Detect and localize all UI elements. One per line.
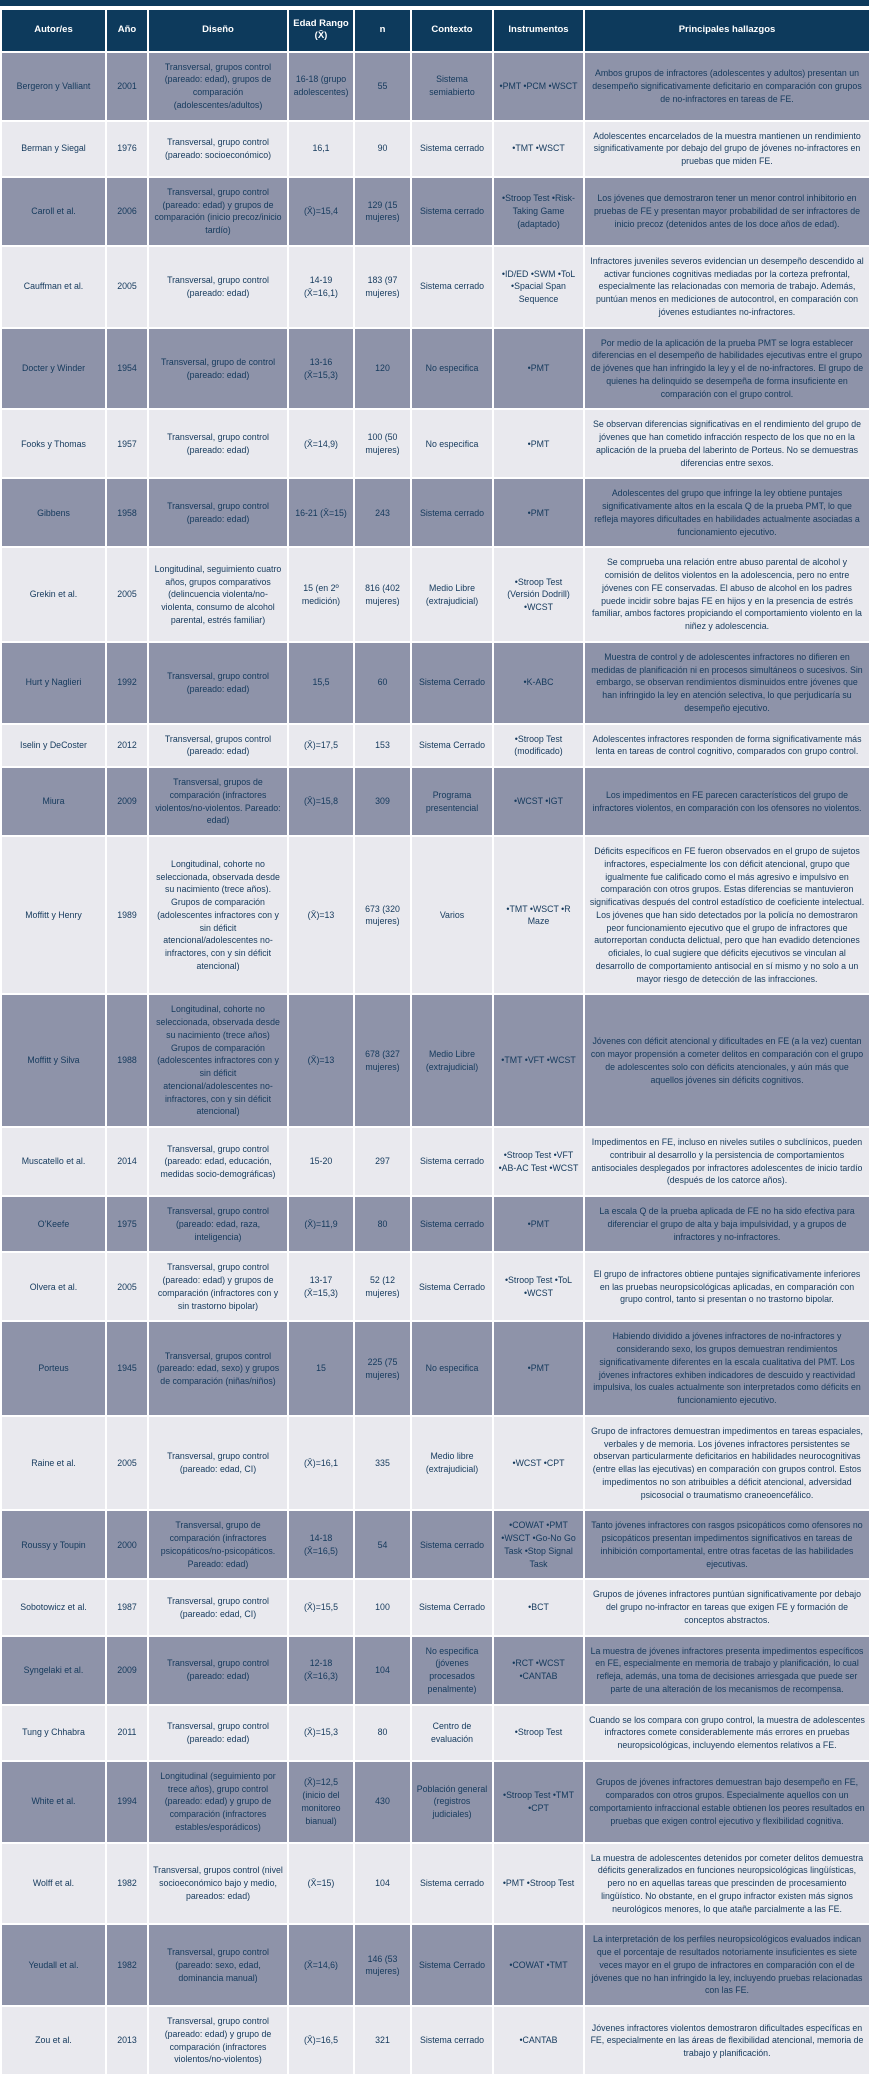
cell-n: 100 [354, 1579, 411, 1635]
table-row [1, 724, 869, 768]
cell-instrumentos: •CANTAB [493, 2006, 584, 2075]
cell-hallazgos: Déficits específicos en FE fueron observados en el grupo de sujetos infractores, especialmente los con déficit atencional, grupo que igualmente fue calificado como el más agresivo e impulsivo en comparación con otros grupos. Estas diferencias se mantuvieron significativas después del control estadístico de coeficiente intelectual. Los jóvenes que han sido detectados por la policía no demostraron peor funcionamiento ejecutivo que el grupo de infractores que autorreportan conducta delictual, pero que han evadido detenciones oficiales, lo cual sugiere que déficits ejecutivos se vinculan al desarrollo de comportamiento antisocial en sí mismo y no solo a un mayor riesgo de detección de las infracciones. [584, 836, 869, 994]
cell-n: 104 [354, 1636, 411, 1705]
cell-ano: 1957 [106, 409, 148, 478]
cell-autor: Bergeron y Valliant [1, 52, 106, 121]
cell-autor: White et al. [1, 1761, 106, 1843]
cell-contexto: Sistema cerrado [411, 1843, 493, 1925]
table-row [1, 1579, 869, 1635]
cell-hallazgos: Adolescentes del grupo que infringe la ley obtiene puntajes significativamente altos en la escala Q de la prueba PMT, lo que refleja mayores dificultades en habilidades actualmente asociadas a funcionamiento ejecutivo. [584, 478, 869, 547]
cell-hallazgos: Adolescentes encarcelados de la muestra mantienen un rendimiento significativamente por debajo del grupo de jóvenes no-infractores en pruebas que miden FE. [584, 121, 869, 177]
cell-hallazgos: Los jóvenes que demostraron tener un menor control inhibitorio en pruebas de FE y presentan mayor probabilidad de ser infractores de inicio precoz (detenidos antes de los doce años de edad). [584, 177, 869, 246]
cell-n: 321 [354, 2006, 411, 2075]
cell-diseno: Longitudinal, cohorte no seleccionada, observada desde su nacimiento (trece años). Grupos de comparación (adolescentes infractores con y sin déficit atencional/adolescentes no-infractores, con y sin déficit atencional) [148, 836, 288, 994]
cell-edad: (X̄=14,6) [288, 1924, 354, 2006]
cell-autor: Tung y Chhabra [1, 1705, 106, 1761]
cell-ano: 2009 [106, 1636, 148, 1705]
cell-diseno: Transversal, grupos control (pareado: edad), grupos de comparación (adolescentes/adultos) [148, 52, 288, 121]
cell-hallazgos: Ambos grupos de infractores (adolescentes y adultos) presentan un desempeño significativamente deficitario en comparación con grupos de no-infractores en tareas de FE. [584, 52, 869, 121]
header-contexto: Contexto [411, 9, 493, 52]
cell-diseno: Transversal, grupo control (pareado: edad) [148, 642, 288, 724]
cell-autor: Berman y Siegal [1, 121, 106, 177]
table-row [1, 547, 869, 642]
cell-diseno: Transversal, grupos control (nivel socioeconómico bajo y medio, pareados: edad) [148, 1843, 288, 1925]
cell-autor: Moffitt y Silva [1, 994, 106, 1127]
cell-diseno: Longitudinal, cohorte no seleccionada, observada desde su nacimiento (trece años) Grupos de comparación (adolescentes infractores con y sin déficit atencional/adolescentes no-infractores, con y sin déficit atencional) [148, 994, 288, 1127]
cell-instrumentos: •TMT •VFT •WCST [493, 994, 584, 1127]
cell-contexto: Medio libre (extrajudicial) [411, 1416, 493, 1511]
cell-contexto: Sistema Cerrado [411, 1924, 493, 2006]
table-row [1, 121, 869, 177]
cell-autor: Docter y Winder [1, 328, 106, 410]
table-row [1, 177, 869, 246]
cell-instrumentos: •K-ABC [493, 642, 584, 724]
cell-edad: (X̄)=16,1 [288, 1416, 354, 1511]
cell-ano: 2005 [106, 1416, 148, 1511]
cell-n: 60 [354, 642, 411, 724]
cell-ano: 2009 [106, 767, 148, 836]
cell-diseno: Transversal, grupo control (pareado: edad, CI) [148, 1416, 288, 1511]
cell-autor: Hurt y Naglieri [1, 642, 106, 724]
cell-contexto: Programa presentencial [411, 767, 493, 836]
cell-edad: (X̄)=15,4 [288, 177, 354, 246]
cell-autor: Wolff et al. [1, 1843, 106, 1925]
cell-instrumentos: •COWAT •TMT [493, 1924, 584, 2006]
cell-ano: 1976 [106, 121, 148, 177]
cell-diseno: Transversal, grupo control (pareado: edad) y grupos de comparación (inicio precoz/inicio tardío) [148, 177, 288, 246]
cell-n: 104 [354, 1843, 411, 1925]
cell-edad: (X̄)=16,5 [288, 2006, 354, 2075]
cell-contexto: Sistema cerrado [411, 1127, 493, 1196]
table-row [1, 1924, 869, 2006]
table-row [1, 246, 869, 328]
cell-instrumentos: •ID/ED •SWM •ToL •Spacial Span Sequence [493, 246, 584, 328]
cell-contexto: Medio Libre (extrajudicial) [411, 547, 493, 642]
cell-diseno: Transversal, grupos control (pareado: edad, sexo) y grupos de comparación (niñas/niños) [148, 1321, 288, 1416]
cell-autor: Fooks y Thomas [1, 409, 106, 478]
cell-n: 309 [354, 767, 411, 836]
cell-instrumentos: •Stroop Test (Versión Dodrill) •WCST [493, 547, 584, 642]
cell-contexto: Sistema cerrado [411, 2006, 493, 2075]
cell-ano: 1982 [106, 1924, 148, 2006]
cell-ano: 1988 [106, 994, 148, 1127]
cell-contexto: Sistema cerrado [411, 1196, 493, 1252]
cell-edad: (X̄)=13 [288, 994, 354, 1127]
cell-ano: 2005 [106, 1252, 148, 1321]
studies-table [0, 8, 869, 2076]
cell-ano: 1958 [106, 478, 148, 547]
cell-autor: Yeudall et al. [1, 1924, 106, 2006]
cell-hallazgos: Los impedimentos en FE parecen característicos del grupo de infractores violentos, en comparación con los ofensores no violentos. [584, 767, 869, 836]
cell-n: 183 (97 mujeres) [354, 246, 411, 328]
cell-diseno: Transversal, grupo control (pareado: edad) [148, 1705, 288, 1761]
cell-n: 100 (50 mujeres) [354, 409, 411, 478]
cell-autor: Raine et al. [1, 1416, 106, 1511]
table-row [1, 1843, 869, 1925]
cell-contexto: No especifica [411, 409, 493, 478]
cell-contexto: Sistema Cerrado [411, 1579, 493, 1635]
cell-hallazgos: La muestra de adolescentes detenidos por cometer delitos demuestra déficits generalizados en funciones neuropsicológicas lingüísticas, pero no en aquellas tareas que prescinden de procesamiento lingüístico. No obstante, en el grupo infractor existen más signos neurológicos menores, lo que atañe parcialmente a las FE. [584, 1843, 869, 1925]
cell-instrumentos: •COWAT •PMT •WSCT •Go-No Go Task •Stop Signal Task [493, 1510, 584, 1579]
cell-ano: 1994 [106, 1761, 148, 1843]
cell-n: 816 (402 mujeres) [354, 547, 411, 642]
table-row [1, 836, 869, 994]
cell-diseno: Transversal, grupo control (pareado: sexo, edad, dominancia manual) [148, 1924, 288, 2006]
cell-contexto: No especifica (jóvenes procesados penalmente) [411, 1636, 493, 1705]
cell-n: 80 [354, 1705, 411, 1761]
cell-diseno: Transversal, grupo control (pareado: edad) [148, 409, 288, 478]
cell-ano: 1954 [106, 328, 148, 410]
cell-edad: (X̄)=13 [288, 836, 354, 994]
cell-diseno: Longitudinal (seguimiento por trece años), grupo control (pareado: edad) y grupo de comparación (infractores estables/esporádicos) [148, 1761, 288, 1843]
cell-hallazgos: Grupos de jóvenes infractores puntúan significativamente por debajo del grupo no-infractor en tareas que exigen FE y formación de conceptos abstractos. [584, 1579, 869, 1635]
cell-hallazgos: Cuando se los compara con grupo control, la muestra de adolescentes infractores comete considerablemente más errores en pruebas neuropsicológicas, incluyendo elementos relativos a FE. [584, 1705, 869, 1761]
cell-contexto: Sistema Cerrado [411, 724, 493, 768]
cell-edad: 15,5 [288, 642, 354, 724]
cell-contexto: Sistema Cerrado [411, 642, 493, 724]
cell-n: 243 [354, 478, 411, 547]
table-row [1, 642, 869, 724]
cell-contexto: Medio Libre (extrajudicial) [411, 994, 493, 1127]
cell-autor: Miura [1, 767, 106, 836]
cell-n: 54 [354, 1510, 411, 1579]
cell-ano: 2013 [106, 2006, 148, 2075]
cell-contexto: Centro de evaluación [411, 1705, 493, 1761]
cell-autor: Roussy y Toupin [1, 1510, 106, 1579]
study-table-body [1, 52, 869, 2076]
cell-ano: 2000 [106, 1510, 148, 1579]
table-row [1, 1416, 869, 1511]
cell-ano: 1987 [106, 1579, 148, 1635]
cell-instrumentos: •TMT •WSCT [493, 121, 584, 177]
cell-n: 297 [354, 1127, 411, 1196]
header-instrumentos: Instrumentos [493, 9, 584, 52]
cell-autor: Gibbens [1, 478, 106, 547]
table-row [1, 767, 869, 836]
cell-edad: 16,1 [288, 121, 354, 177]
table-row [1, 2006, 869, 2075]
cell-edad: 16-18 (grupo adolescentes) [288, 52, 354, 121]
table-row [1, 328, 869, 410]
cell-instrumentos: •Stroop Test •Risk-Taking Game (adaptado) [493, 177, 584, 246]
cell-contexto: Sistema cerrado [411, 177, 493, 246]
cell-edad: (X̄)=15,3 [288, 1705, 354, 1761]
header-diseno: Diseño [148, 9, 288, 52]
cell-n: 430 [354, 1761, 411, 1843]
cell-instrumentos: •WCST •CPT [493, 1416, 584, 1511]
cell-autor: Grekin et al. [1, 547, 106, 642]
header-n: n [354, 9, 411, 52]
table-row [1, 1636, 869, 1705]
cell-autor: Iselin y DeCoster [1, 724, 106, 768]
cell-autor: Syngelaki et al. [1, 1636, 106, 1705]
header-row [1, 9, 869, 52]
cell-edad: 15 [288, 1321, 354, 1416]
cell-edad: (X̄)=17,5 [288, 724, 354, 768]
cell-n: 225 (75 mujeres) [354, 1321, 411, 1416]
cell-diseno: Transversal, grupo control (pareado: edad, raza, inteligencia) [148, 1196, 288, 1252]
cell-ano: 1992 [106, 642, 148, 724]
cell-hallazgos: Tanto jóvenes infractores con rasgos psicopáticos como ofensores no psicopáticos presentan impedimentos significativos en tareas de inhibición comportamental, entre otras facetas de las habilidades ejecutivas. [584, 1510, 869, 1579]
header-autor: Autor/es [1, 9, 106, 52]
header-edad: Edad Rango (X̄) [288, 9, 354, 52]
cell-contexto: Sistema cerrado [411, 246, 493, 328]
cell-contexto: Sistema cerrado [411, 121, 493, 177]
cell-diseno: Transversal, grupo control (pareado: edad) y grupos de comparación (infractores con y sin trastorno bipolar) [148, 1252, 288, 1321]
cell-instrumentos: •Stroop Test (modificado) [493, 724, 584, 768]
cell-edad: (X̄)=11,9 [288, 1196, 354, 1252]
cell-instrumentos: •WCST •IGT [493, 767, 584, 836]
cell-n: 80 [354, 1196, 411, 1252]
cell-edad: (X̄)=15,8 [288, 767, 354, 836]
cell-ano: 1989 [106, 836, 148, 994]
cell-hallazgos: Se comprueba una relación entre abuso parental de alcohol y comisión de delitos violentos en la adolescencia, pero no entre jóvenes con FE conservadas. El abuso de alcohol en los padres puede incidir sobre bajas FE en hijos y en la presencia de estrés familiar, ambos factores propiciando el comportamiento violento en la niñez y adolescencia. [584, 547, 869, 642]
cell-instrumentos: •PMT •Stroop Test [493, 1843, 584, 1925]
cell-n: 673 (320 mujeres) [354, 836, 411, 994]
header-hallazgos: Principales hallazgos [584, 9, 869, 52]
cell-edad: 15-20 [288, 1127, 354, 1196]
table-row [1, 478, 869, 547]
cell-diseno: Transversal, grupo de control (pareado: edad) [148, 328, 288, 410]
cell-contexto: Sistema cerrado [411, 478, 493, 547]
table-header [1, 9, 869, 52]
cell-n: 153 [354, 724, 411, 768]
cell-diseno: Longitudinal, seguimiento cuatro años, grupos comparativos (delincuencia violenta/no-violenta, consumo de alcohol parental, estrés familiar) [148, 547, 288, 642]
cell-ano: 2001 [106, 52, 148, 121]
cell-edad: 15 (en 2º medición) [288, 547, 354, 642]
cell-ano: 2005 [106, 547, 148, 642]
cell-contexto: Varios [411, 836, 493, 994]
cell-diseno: Transversal, grupo control (pareado: edad) [148, 246, 288, 328]
cell-hallazgos: La escala Q de la prueba aplicada de FE no ha sido efectiva para diferenciar el grupo de alta y baja impulsividad, y a grupos de infractores y no-infractores. [584, 1196, 869, 1252]
cell-contexto: No especifica [411, 1321, 493, 1416]
cell-ano: 2006 [106, 177, 148, 246]
cell-diseno: Transversal, grupos control (pareado: edad) [148, 724, 288, 768]
table-row [1, 1252, 869, 1321]
cell-ano: 2005 [106, 246, 148, 328]
cell-instrumentos: •Stroop Test [493, 1705, 584, 1761]
cell-n: 335 [354, 1416, 411, 1511]
cell-diseno: Transversal, grupo control (pareado: edad) y grupo de comparación (infractores violentos/no-violentos) [148, 2006, 288, 2075]
cell-diseno: Transversal, grupos de comparación (infractores violentos/no-violentos. Pareado: edad) [148, 767, 288, 836]
cell-hallazgos: Adolescentes infractores responden de forma significativamente más lenta en tareas de control cognitivo, comparados con grupo control. [584, 724, 869, 768]
cell-instrumentos: •PMT [493, 1321, 584, 1416]
table-row [1, 1510, 869, 1579]
cell-autor: Olvera et al. [1, 1252, 106, 1321]
cell-contexto: Sistema semiabierto [411, 52, 493, 121]
cell-autor: O'Keefe [1, 1196, 106, 1252]
table-row [1, 1196, 869, 1252]
cell-ano: 1945 [106, 1321, 148, 1416]
cell-edad: 12-18 (X̄=16,3) [288, 1636, 354, 1705]
cell-n: 90 [354, 121, 411, 177]
cell-contexto: Sistema Cerrado [411, 1252, 493, 1321]
cell-n: 129 (15 mujeres) [354, 177, 411, 246]
cell-autor: Cauffman et al. [1, 246, 106, 328]
cell-diseno: Transversal, grupo control (pareado: socioeconómico) [148, 121, 288, 177]
cell-diseno: Transversal, grupo control (pareado: edad) [148, 478, 288, 547]
cell-ano: 2012 [106, 724, 148, 768]
cell-edad: 16-21 (X̄=15) [288, 478, 354, 547]
cell-instrumentos: •PMT [493, 409, 584, 478]
table-row [1, 409, 869, 478]
cell-instrumentos: •Stroop Test •VFT •AB-AC Test •WCST [493, 1127, 584, 1196]
cell-diseno: Transversal, grupo control (pareado: edad, CI) [148, 1579, 288, 1635]
cell-hallazgos: Grupo de infractores demuestran impedimentos en tareas espaciales, verbales y de memoria. Los jóvenes infractores persistentes se observan particularmente deficitarios en habilidades neurocognitivas (entre ellas las ejecutivas) en comparación con grupos control. Estos impedimentos no son atribuibles a déficit atencional, adversidad psicosocial o traumatismo craneoencefálico. [584, 1416, 869, 1511]
cell-edad: 13-16 (X̄=15,3) [288, 328, 354, 410]
cell-ano: 1982 [106, 1843, 148, 1925]
cell-autor: Caroll et al. [1, 177, 106, 246]
cell-contexto: No especifica [411, 328, 493, 410]
cell-ano: 2014 [106, 1127, 148, 1196]
cell-hallazgos: Jóvenes infractores violentos demostraron dificultades específicas en FE, especialmente en las áreas de flexibilidad atencional, memoria de trabajo y planificación. [584, 2006, 869, 2075]
cell-instrumentos: •PMT [493, 1196, 584, 1252]
cell-instrumentos: •Stroop Test •ToL •WCST [493, 1252, 584, 1321]
cell-hallazgos: Jóvenes con déficit atencional y dificultades en FE (a la vez) cuentan con mayor propensión a cometer delitos en comparación con el grupo de adolescentes solo con déficits atencionales, y aún más que aquellos jóvenes sin déficits cognitivos. [584, 994, 869, 1127]
cell-edad: (X̄)=12,5 (inicio del monitoreo bianual) [288, 1761, 354, 1843]
cell-contexto: Población general (registros judiciales) [411, 1761, 493, 1843]
cell-contexto: Sistema cerrado [411, 1510, 493, 1579]
table-row [1, 1705, 869, 1761]
cell-autor: Sobotowicz et al. [1, 1579, 106, 1635]
cell-autor: Zou et al. [1, 2006, 106, 2075]
cell-hallazgos: El grupo de infractores obtiene puntajes significativamente inferiores en las pruebas neuropsicológicas aplicadas, en comparación con grupo control, tanto si presentan o no trastorno bipolar. [584, 1252, 869, 1321]
table-row [1, 1761, 869, 1843]
cell-diseno: Transversal, grupo control (pareado: edad) [148, 1636, 288, 1705]
cell-instrumentos: •TMT •WSCT •R Maze [493, 836, 584, 994]
cell-diseno: Transversal, grupo de comparación (infractores psicopáticos/no-psicopáticos. Pareado: edad) [148, 1510, 288, 1579]
cell-n: 55 [354, 52, 411, 121]
cell-hallazgos: Impedimentos en FE, incluso en niveles sutiles o subclínicos, pueden contribuir al desarrollo y la persistencia de comportamientos antisociales desplegados por infractores adolescentes de inicio tardío (después de los catorce años). [584, 1127, 869, 1196]
cell-edad: (X̄=15) [288, 1843, 354, 1925]
cell-hallazgos: Infractores juveniles severos evidencian un desempeño descendido al activar funciones cognitivas mediadas por la corteza prefrontal, especialmente las relacionadas con memoria de trabajo. Además, puntúan menos en mediciones de autocontrol, en comparación con jóvenes estudiantes no-infractores. [584, 246, 869, 328]
cell-autor: Porteus [1, 1321, 106, 1416]
table-top-rule [0, 0, 869, 6]
cell-n: 678 (327 mujeres) [354, 994, 411, 1127]
cell-diseno: Transversal, grupo control (pareado: edad, educación, medidas socio-demográficas) [148, 1127, 288, 1196]
cell-instrumentos: •PMT •PCM •WSCT [493, 52, 584, 121]
cell-edad: 14-18 (X̄=16,5) [288, 1510, 354, 1579]
cell-ano: 1975 [106, 1196, 148, 1252]
cell-autor: Muscatello et al. [1, 1127, 106, 1196]
cell-n: 146 (53 mujeres) [354, 1924, 411, 2006]
cell-ano: 2011 [106, 1705, 148, 1761]
table-row [1, 52, 869, 121]
cell-instrumentos: •BCT [493, 1579, 584, 1635]
cell-hallazgos: Muestra de control y de adolescentes infractores no difieren en medidas de planificación ni en procesos simultáneos o sucesivos. Sin embargo, se observan rendimientos disminuidos entre jóvenes que han infringido la ley en atención selectiva, lo que perjudicaría su desempeño ejecutivo. [584, 642, 869, 724]
table-row [1, 994, 869, 1127]
cell-instrumentos: •Stroop Test •TMT •CPT [493, 1761, 584, 1843]
cell-edad: (X̄=14,9) [288, 409, 354, 478]
cell-n: 52 (12 mujeres) [354, 1252, 411, 1321]
table-row [1, 1321, 869, 1416]
cell-hallazgos: Se observan diferencias significativas en el rendimiento del grupo de jóvenes que han cometido infracción respecto de los que no en la aplicación de la prueba del laberinto de Porteus. No se demuestras diferencias entre sexos. [584, 409, 869, 478]
cell-autor: Moffitt y Henry [1, 836, 106, 994]
cell-instrumentos: •RCT •WCST •CANTAB [493, 1636, 584, 1705]
header-ano: Año [106, 9, 148, 52]
cell-hallazgos: Por medio de la aplicación de la prueba PMT se logra establecer diferencias en el desempeño de habilidades ejecutivas entre el grupo de jóvenes que han infringido la ley y el de no-infractores. El grupo de quienes ha delinquido se desempeña de forma insuficiente en comparación con el grupo control. [584, 328, 869, 410]
cell-edad: (X̄)=15,5 [288, 1579, 354, 1635]
cell-hallazgos: La muestra de jóvenes infractores presenta impedimentos específicos en FE, especialmente en memoria de trabajo y planificación, lo cual refleja, además, una toma de decisiones arriesgada que puede ser parte de una alteración de los mecanismos de recompensa. [584, 1636, 869, 1705]
cell-hallazgos: Grupos de jóvenes infractores demuestran bajo desempeño en FE, comparados con otros grupos. Especialmente aquellos con un comportamiento infraccional estable obtienen los peores resultados en pruebas que exigen control ejecutivo y flexibilidad cognitiva. [584, 1761, 869, 1843]
cell-instrumentos: •PMT [493, 478, 584, 547]
cell-hallazgos: La interpretación de los perfiles neuropsicológicos evaluados indican que el porcentaje de resultados notoriamente insuficientes es siete veces mayor en el grupo de infractores en comparación con el de jóvenes que no han infringido la ley, incluyendo pruebas relacionadas con las FE. [584, 1924, 869, 2006]
cell-n: 120 [354, 328, 411, 410]
cell-edad: 13-17 (X̄=15,3) [288, 1252, 354, 1321]
cell-hallazgos: Habiendo dividido a jóvenes infractores de no-infractores y considerando sexo, los grupos demuestran rendimientos significativamente diferentes en la escala cualitativa del PMT. Los jóvenes infractores exhiben indicadores de descuido y reactividad impulsiva, los cuales actualmente son interpretados como déficits en funcionamiento ejecutivo. [584, 1321, 869, 1416]
cell-edad: 14-19 (X̄=16,1) [288, 246, 354, 328]
cell-instrumentos: •PMT [493, 328, 584, 410]
table-row [1, 1127, 869, 1196]
